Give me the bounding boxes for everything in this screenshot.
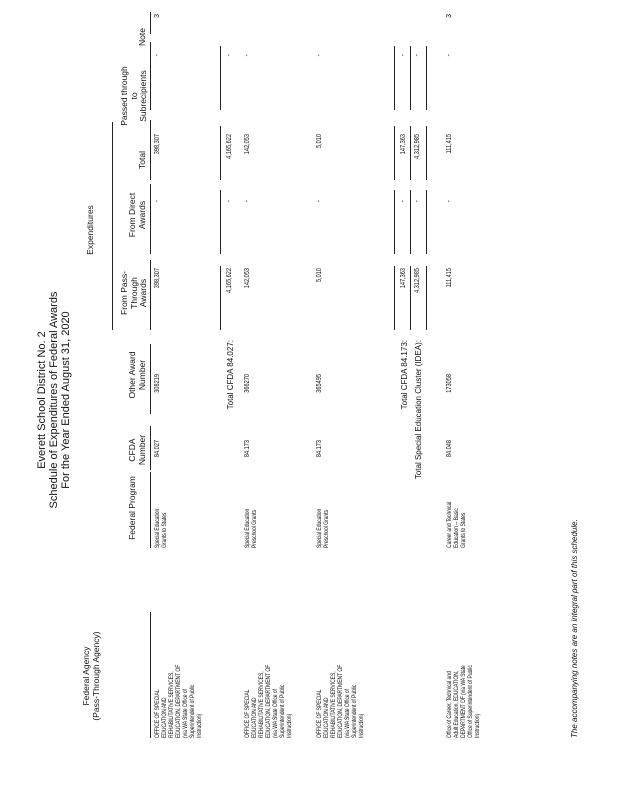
row3-subrecipients: - — [316, 54, 323, 57]
total-84173-subrecipients: - — [400, 54, 407, 57]
rule-84173-pass — [394, 266, 395, 330]
rule-idea-bottom-pass — [426, 266, 427, 330]
row4-total: 111,415 — [446, 134, 453, 154]
footnote: The accompanying notes are an integral part of this schedule. — [570, 519, 579, 738]
header-rule-pass — [150, 260, 151, 330]
header-rule-program — [150, 472, 151, 548]
total-idea-from-direct: - — [414, 200, 421, 203]
header-expenditures: Expenditures — [85, 205, 95, 255]
header-subrecipients: Passed through to Subrecipients — [119, 66, 148, 126]
row4-agency: Office of Career, Technical and Adult Education, EDUCATION, DEPARTMENT OF (via WA State Office of Superintendent of Public Instruction) — [446, 665, 481, 738]
row1-from-direct: - — [154, 200, 161, 203]
header-rule-direct — [150, 184, 151, 254]
total-84173-label: Total CFDA 84.173: — [400, 340, 409, 410]
row2-from-direct: - — [244, 200, 251, 203]
row2-total: 142,053 — [244, 134, 251, 155]
row4-cfda: 84.048 — [446, 440, 453, 458]
row1-total: 398,307 — [154, 134, 161, 155]
row1-cfda: 84.027 — [154, 440, 161, 458]
header-rule-note — [150, 12, 151, 34]
total-idea-label: Total Special Education Cluster (IDEA): — [414, 340, 423, 480]
header-from-direct: From Direct Awards — [127, 192, 147, 238]
rule-idea-direct — [410, 190, 411, 254]
row1-from-pass: 398,307 — [154, 268, 161, 289]
row4-from-direct: - — [446, 200, 453, 203]
rule-idea-bottom-direct — [426, 190, 427, 254]
total-idea-subrecipients: - — [414, 54, 421, 57]
row3-agency: OFFICE OF SPECIAL EDUCATION AND REHABILITATIVE SERVICES, EDUCATION, DEPARTMENT OF (via WA State Office of Superintendent of Public Instruction) — [316, 664, 365, 738]
header-rule-expenditures — [112, 122, 113, 330]
row4-from-pass: 111,415 — [446, 268, 453, 288]
total-84027-subrecipients: - — [226, 54, 233, 57]
period-title: For the Year Ended August 31, 2020 — [60, 311, 72, 489]
row3-from-pass: 5,010 — [316, 268, 323, 283]
total-84173-from-direct: - — [400, 200, 407, 203]
row3-from-direct: - — [316, 200, 323, 203]
header-rule-total — [150, 120, 151, 180]
row4-program: Career and Technical Education -- Basic Grants to States — [446, 501, 467, 548]
header-rule-subrecipients — [150, 42, 151, 110]
rule-84173-sub — [394, 46, 395, 110]
rule-idea-bottom-total — [426, 126, 427, 180]
row2-program: Special Education Preschool Grants — [244, 508, 258, 548]
row4-note: 3 — [446, 14, 453, 18]
header-rule-other — [150, 344, 151, 414]
row2-from-pass: 142,053 — [244, 268, 251, 289]
total-84027-label: Total CFDA 84.027: — [226, 340, 235, 410]
rule-idea-sub — [410, 46, 411, 110]
header-agency: Federal Agency (Pass-Through Agency) — [81, 631, 101, 721]
header-rule-cfda — [150, 426, 151, 470]
total-84027-from-pass: 4,165,622 — [226, 268, 233, 293]
rule-84027-sub — [220, 46, 221, 110]
header-other-award: Other Award Number — [127, 351, 147, 399]
row1-agency: OFFICE OF SPECIAL EDUCATION AND REHABILITATIVE SERVICES, EDUCATION, DEPARTMENT OF (via WA State Office of Superintendent of Public Instruction) — [154, 664, 203, 738]
rule-84173-total — [394, 126, 395, 180]
row2-agency: OFFICE OF SPECIAL EDUCATION AND REHABILITATIVE SERVICES, EDUCATION, DEPARTMENT OF (via WA State Office of Superintendent of Public Instruction) — [244, 664, 293, 738]
schedule-title: Schedule of Expenditures of Federal Awards — [48, 291, 60, 509]
row2-subrecipients: - — [244, 54, 251, 57]
row3-program: Special Education Preschool Grants — [316, 508, 330, 548]
header-note: Note — [137, 28, 147, 46]
header-rule-agency — [150, 612, 151, 738]
rule-idea-total — [410, 126, 411, 180]
header-total: Total — [137, 151, 147, 169]
row1-other-award: 308219 — [154, 374, 161, 393]
row3-cfda: 84.173 — [316, 440, 323, 458]
row4-subrecipients: - — [446, 54, 453, 57]
row2-cfda: 84.173 — [244, 440, 251, 458]
header-from-pass: From Pass- Through Awards — [119, 271, 148, 315]
row2-other-award: 366270 — [244, 374, 251, 393]
row3-other-award: 365495 — [316, 374, 323, 393]
total-idea-from-pass: 4,312,985 — [414, 268, 421, 293]
row1-note: 3 — [154, 14, 161, 18]
district-name: Everett School District No. 2 — [36, 331, 48, 469]
rule-84027-total — [220, 126, 221, 180]
rule-idea-pass — [410, 266, 411, 330]
rule-84173-direct — [394, 190, 395, 254]
row4-other-award: 173058 — [446, 374, 453, 393]
row1-subrecipients: - — [154, 54, 161, 57]
row3-total: 5,010 — [316, 134, 323, 149]
row1-program: Special Education Grants to States — [154, 508, 168, 548]
header-program: Federal Program — [127, 476, 137, 540]
total-84027-total: 4,165,622 — [226, 134, 233, 159]
total-84173-from-pass: 147,363 — [400, 268, 407, 289]
total-84027-from-direct: - — [226, 200, 233, 203]
rule-idea-bottom-sub — [426, 46, 427, 110]
header-cfda: CFDA Number — [127, 434, 147, 466]
rule-84027-pass — [220, 266, 221, 330]
rule-84027-direct — [220, 190, 221, 254]
total-84173-total: 147,363 — [400, 134, 407, 155]
total-idea-total: 4,312,985 — [414, 134, 421, 159]
